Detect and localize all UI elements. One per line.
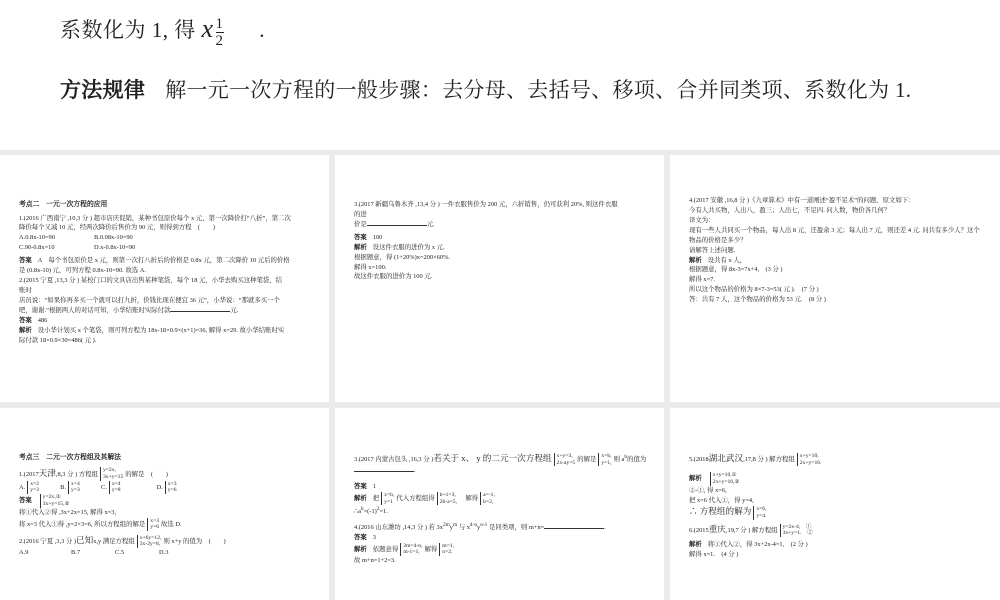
exercise-card-4[interactable] [0,408,329,600]
answer-text: 是 (0.8x-10) 元，可列方程 0.8x-10=90. 故选 A. [19,267,146,275]
answer-value: 100 [372,233,383,241]
exercise-card-1[interactable] [0,155,329,402]
option-a: x=2 y=3 [27,481,39,494]
analysis-text: 际付款 18×0.9×30=486( 元 ). [19,336,97,344]
analysis-line: 解析 设这件衣服的进价为 x 元. [354,243,445,251]
question-text: 2.(2016 宁夏 ,3,3 分 )已知x,y 满足方程组 x+6y=12, 3x-2y=8, 则 x+y 的值为 ( ) [19,534,226,548]
option-c: x=4 y=8 [109,481,121,494]
blank-line [354,471,414,472]
method-rule-line [60,74,911,104]
answer-label: 答案 [19,497,32,505]
analysis-label: 解析 [354,243,367,251]
analysis-line: 解析 把 x=b, y=1 代入方程组得 b+1=3, 2b-a=5, 解得 a=-1, b=2, [354,492,495,505]
coefficient-text: 系数化为 1, 得 [60,18,196,42]
answer-label: 答案 [19,257,32,265]
coefficient-line [60,14,265,49]
option-d: D.x-0.8x-10=90 [94,244,136,252]
lesson-slide-header [0,0,1000,150]
analysis-text: 答：共有 7 人，这个物品的价格为 53 元. (8 分 ) [689,296,826,304]
question-text: 降价每个又减 10 元，经两次降价后售价为 90 元，则得到方程 ( ) [19,224,215,232]
answer-label: 答案 [354,533,367,541]
analysis-label: 解析 [689,475,702,483]
question-text: 物品的价格是多少？ [689,236,747,244]
option-d-system: x=3 y=6 [165,481,177,494]
option-a: A.0.8x-10=90 [19,234,55,242]
equation-system: x+6y=12, 3x-2y=8, [137,535,162,548]
option-b: B.0.08x-10=90 [94,234,133,242]
question-text: 3.(2017 新疆乌鲁木齐 ,13,4 分 ) 一件衣服售价为 200 元，六折销售，仍可获利 20%, 则这件衣服 [354,201,618,208]
fraction-one-half [216,16,224,49]
question-text: 吧，谢谢.”根据两人的对话可知，小华结账时实际付款 元. [19,306,239,314]
fraction-denominator: 2 [215,32,224,49]
answer-line [19,494,329,507]
option-d: D.3 [159,549,169,557]
analysis-text: 故这件衣服的进价为 100 元. [354,273,433,281]
question-text: 现有一些人共同买一个物品，每人出 8 元，还盈余 3 元；每人出 7 元，则还差 4 元. 问共有多少人？这个 [689,226,980,234]
analysis-text: 把 x=6 代入①，得 y=4, [689,496,754,504]
option-a: A.9 [19,549,29,557]
answer-line [19,256,329,266]
analysis-text: 根据题意，得 (1+20%)x=200×60%. [354,253,451,261]
question-text: 2.(2015 宁夏 ,13,3 分 ) 某校门口的文具店出售某种笔袋，每个 18 元，小华去购买这种笔袋，结 [19,277,283,285]
fraction-numerator: 1 [215,15,224,32]
question-text: 1.(2017天津,8,3 分 ) 方程组 y=2x, 3x+y=15 的解是 ( ) [19,467,168,481]
analysis-text: 所以这个物品的价格为 8×7-3=53( 元 ). (7 分 ) [689,286,819,294]
question-text: 请解答上述问题. [689,246,736,254]
question-text: 账时 [19,286,32,294]
question-text: 的进 [354,210,367,218]
equation-system: x+y=10, 2x+y=16. [797,453,822,466]
option-c: C.90-0.8x=10 [19,244,55,252]
analysis-label: 解析 [19,326,32,334]
option-b: x=4 y=3 [68,481,80,494]
question-text: 3.(2017 内蒙古包头 ,16,3 分 )若关于 x、 y 的二元一次方程组 x+y=3, 2x-ay=5 的解是 x=b, y=1, 则 $a^b$的值为 [354,452,647,466]
answer-label: 答案 [354,233,367,241]
analysis-label: 解析 [689,256,702,264]
question-text: 4.(2016 山东潍坊 ,14,3 分 ) 若 $3x^{2m}y^m$ 与 $x^{4-n}y^{n-1}$ 是同类项，则 m+n= . [354,521,606,531]
analysis-text: 解得 x=1. (4 分 ) [689,550,739,558]
answer-line [354,233,664,243]
equation-system: y=2x, 3x+y=15 [100,467,123,480]
option-b: B.7 [71,549,81,557]
analysis-line: 解析 x+y=10,① 2x+y=16,② [689,472,740,485]
answer-line [19,316,329,326]
answer-line [354,482,664,492]
question-text: 价是 元. [354,220,435,228]
analysis-line: 解析 设共有 x 人， [689,256,747,264]
analysis-text: ②-①, 得 x=6, [689,486,727,494]
option-c: C.5 [115,549,125,557]
question-text: 5.(2018湖北武汉,17,8 分 ) 解方程组 x+y=10, 2x+y=16. [689,452,822,466]
method-rule-text: 解一元一次方程的一般步骤：去分母、去括号、移项、合并同类项、系数化为 1. [165,78,912,102]
analysis-line: 解析 将①代入②，得 3x+2x-4=1, (2 分 ) [689,540,808,548]
exercise-card-6[interactable] [670,408,1000,600]
analysis-label: 解析 [689,540,702,548]
answer-label: 答案 [354,483,367,491]
answer-label: 答案 [19,316,32,324]
variable-x: x [201,14,214,43]
blank-line [367,225,427,226]
question-text: 6.(2015重庆,19,7 分 ) 解方程组 y=2x-4, ① 3x+y=1. ② [689,523,813,537]
option-d: D. [156,483,163,491]
question-text: 今有人共买物，人出八，盈三；人出七，不足四. 问人数，物价各几何？ [689,206,891,214]
equation-system: y=2x,① 3x+y=15,② [40,494,70,507]
blank-line [544,528,604,529]
options-row [19,548,329,558]
answer-text: 将①代入②得 ,3x+2x=15, 解得 x=3, [19,508,117,516]
answer-text: 将 x=3 代入①得 ,y=2×3=6, 所以方程组的解是 x=3 y=6 故选 D. [19,517,182,531]
question-text: 4.(2017 安徽 ,16,8 分 )《九章算术》中有一道阐述“盈不足术”的问题，原文如下： [689,197,915,204]
analysis-text: ∴ 方程组的解为 x=6, y=4. [689,506,767,520]
analysis-text: 根据题意，得 8x-3=7x+4, (3 分 ) [689,266,783,274]
question-text: 1.(2016 广西南宁 ,10,3 分 ) 超市店庆促销，某种书包原价每个 x 元，第一次降价打“八折”，第二次 [19,214,291,222]
analysis-text: 故 m+n=1+2=3. [354,556,396,564]
answer-value: 486 [37,316,48,324]
question-text: 店员说：“如果你再多买一个就可以打九折，价钱比现在便宜 36 元”，小华说：“那就多买一个 [19,296,280,304]
answer-value: 1 [372,483,376,491]
options-row: A. x=2 y=3 B. x=4 y=3 C. x=4 y=8 D. x=3 y=6 [19,480,177,494]
analysis-text: 解得 x=100. [354,263,387,271]
analysis-label: 解析 [354,545,367,553]
analysis-line: 解析 设小华计划买 x 个笔袋，则可列方程为 18x-18×0.9×(x+1)=36, 解得 x=29. 故小华结账时实 [19,326,285,334]
answer-value: 3 [372,533,376,541]
options-row [19,233,329,243]
line-period: . [259,18,266,42]
equation-system: x=b, y=1, [598,453,611,466]
section-title: 考点三 二元一次方程组及其解法 [19,453,121,461]
exercise-card-3[interactable] [670,155,1000,402]
analysis-label: 解析 [354,495,367,503]
exercise-card-2[interactable] [335,155,664,402]
options-row [19,243,329,253]
analysis-text: 解得 x=7. [689,276,715,284]
question-text: 译文为： [689,216,715,224]
method-rule-label: 方法规律 [60,78,146,102]
exercise-card-5[interactable]: 3.(2017 内蒙古包头 ,16,3 分 )若关于 x、 y 的二元一次方程组 x+y=3, 2x-ay=5 的解是 x=b, y=1, 则 $a^b$的值为 . 答案 1 解析 把 x=b, y=1 代入方程组得 b+1=3, 2b-a=5, 解得 a=-1, b=2, $\therefore a^b=(-1)^2=1$. 4.(2016 山东潍坊 ,14,3 分 ) 若 $3x^{2m}y^m$ 与 $x^{4-n}y^{n-1}$ 是同类项，则 m+n= . 答案 3 解析 依题意得 2m=4-n, m-1=1, 解得 m=1, n=2. 故 m+n=1+2=3. [335,408,664,600]
equation-system: x+y=3, 2x-ay=5 [554,453,576,466]
section-title: 考点二 一元一次方程的应用 [19,200,108,208]
answer-line [354,533,664,543]
blank-line [170,311,230,312]
analysis-text: $\therefore a^b=(-1)^2=1$. [354,506,388,516]
analysis-line: 解析 依题意得 2m=4-n, m-1=1, 解得 m=1, n=2. [354,542,454,556]
equation-system: y=2x-4, ① 3x+y=1. ② [780,524,813,537]
answer-text: A 每个书包原价是 x 元，则第一次打八折后的价格是 0.8x 元，第二次降价 10 元后的价格 [37,257,290,265]
